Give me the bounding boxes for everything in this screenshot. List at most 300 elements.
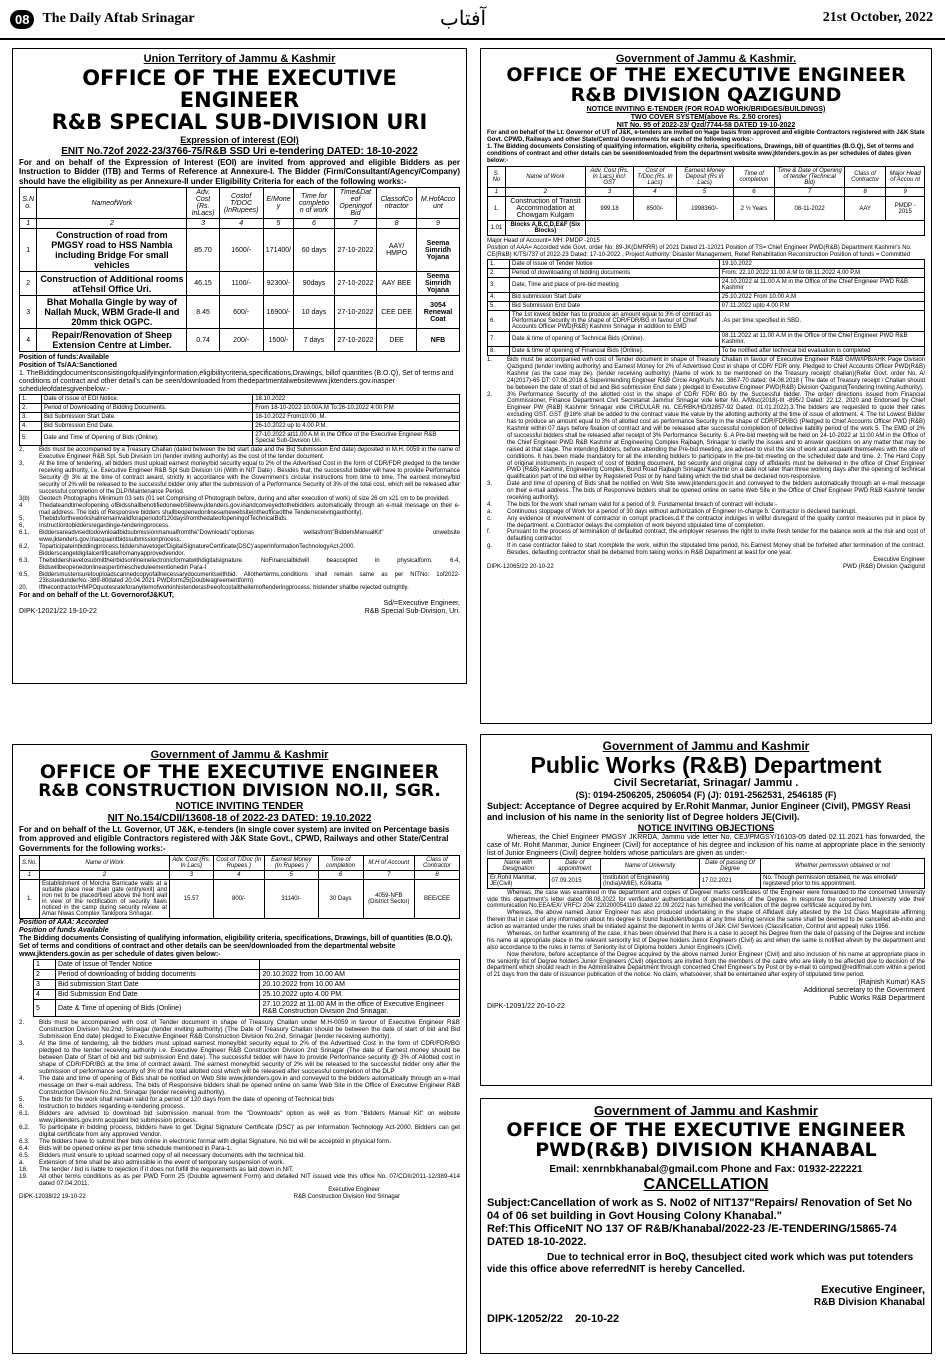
clause-number: 1. <box>487 357 493 364</box>
table-cell: NFB <box>416 329 459 352</box>
table-row <box>488 260 925 269</box>
signatory-office: R&B Special Sub-Division, Uri. <box>364 608 460 616</box>
ad-rnb-construction-sgr <box>12 744 467 1354</box>
table-header-cell: 1 <box>20 871 40 880</box>
table-cell: The 1st lowest bidder has to produce an amount equal to 3% of contract as Performance Security in the shape of CDR/FDR/BG in favour of Chief Accounts Officer PWD(R&B) Kashmir Srinagar in addition to EMD <box>510 311 720 332</box>
table-cell: Date of Issue of EOI Notice. <box>42 395 253 404</box>
table-cell: 0.74 <box>187 329 219 352</box>
table-header-cell: Adv. Cost (Rs. In Lacs) incl: GST <box>585 167 633 188</box>
para-1: 1. The Bidding documents Consisting of qualifying information, eligibility criteria, specifications, Drawings, bill of quantities (B.O.Q), Set of terms and conditions of contract and other details can be seen/downloaded from the department website www.jktenders.gov.in as per schedules of dates given below:- <box>487 143 914 164</box>
table-header-cell: Time for completio n of work <box>294 188 334 219</box>
table-row <box>488 347 925 356</box>
table-cell: 8500/- <box>634 197 676 221</box>
office-subtitle: R&B CONSTRUCTION DIVISION NO.II, SGR. <box>38 780 441 801</box>
dates-table <box>19 394 460 446</box>
intro-text: For and on behalf of the Expression of Interest (EOI) are invited from approved and eligible Bidders as per Instruction to Bidder (ITB) and Terms of Reference at Annexure-I. The Bidder (Firm/Consultant/Agency/Company) should have the eligibility as per Annexure-II under Eligibility Criteria for each of the following works:- <box>19 157 460 186</box>
clause-item <box>19 1138 460 1145</box>
clause-item <box>19 523 460 530</box>
table-header-cell: Costof T/DOC (InRupees) <box>219 188 263 219</box>
clause-number: 19. <box>19 1173 28 1181</box>
clause-text: Thebiddershavetosubmittheirbidsonlineinelectronicformatwithdigitalsignature. NoFinancialbidwill beaccepted in physicalform. 6.4, Bidswillbeopenedonlineaspertimescheduleementionedin Para-I <box>39 557 460 571</box>
works-table <box>487 166 925 236</box>
table-header-cell: 2 <box>37 219 187 229</box>
clause-item <box>19 530 460 544</box>
table-cell: Er.Rohit Manmar, JE(Civil) <box>488 873 550 888</box>
clause-item <box>19 1110 460 1124</box>
table-cell: 17.02.2021 <box>699 873 760 888</box>
clause-number: 6.1, <box>19 530 30 537</box>
paper-name: The Daily Aftab Srinagar <box>42 11 195 26</box>
table-header-cell: Time of completion <box>318 856 363 871</box>
signatory: Executive Engineer, <box>821 1283 925 1296</box>
table-cell: 92300/- <box>263 272 294 296</box>
signatory: Executive Engineer <box>328 1187 380 1194</box>
table-row <box>488 873 925 888</box>
table-cell: 1100/- <box>219 272 263 296</box>
table-header-cell: Class of Contractor <box>844 167 885 188</box>
table-cell: Bhat Mohalla Gingle by way of Nallah Muck, WBM Grade-II and 20mm thick OGPC. <box>37 296 187 329</box>
table-cell: 1. <box>20 880 40 919</box>
signatory: Sd/=Executive Engineer, <box>383 600 460 608</box>
table-cell: No. Though permission obtained, he was enrolled/ registered prior to his appointment. <box>761 873 925 888</box>
table-cell: 8.45 <box>187 296 219 329</box>
table-cell: Establishment of Morcha Barricade walls at a suitable place near main gate (entry/exit) and iron net to be placed/fixed above the front wall in view of the rectification of security flaws noticed in the camp during security review at Amar Niwas Complex Tankipora Srinagar. <box>40 880 170 919</box>
table-cell: 16900/- <box>263 296 294 329</box>
table-cell: 26-10.2022 up to 4.00 P.M. <box>253 422 460 431</box>
table-cell: 20.10.2022 from 10.00 AM <box>260 970 460 980</box>
table-header-cell: Earnest Money (In Rupees ) <box>265 856 318 871</box>
table-cell: 15.57 <box>170 880 214 919</box>
intro-text: For and on behalf of the Lt. Governor, UT J&K, e-tenders (in single cover system) are invited on Percentage basis from approved and eligible Contractors registered with J&K State Govt., CPWD, Railways and other State/Central Governments for the following works:- <box>19 824 450 853</box>
clause-item <box>19 1096 460 1103</box>
table-header-cell: Cost of T/Doc (In Rupees ) <box>213 856 265 871</box>
table-row <box>20 404 460 413</box>
clause-item <box>19 1019 460 1040</box>
table-cell: 5 <box>34 1000 56 1017</box>
table-header-cell: 8 <box>415 871 460 880</box>
table-cell: 1600/- <box>219 229 263 272</box>
table-header-cell: Name with Designation <box>488 858 550 873</box>
table-header-cell: Time of completion <box>733 167 775 188</box>
clause-text: Instruction to bidders regarding e-tendering process. <box>39 1103 185 1111</box>
clause-item <box>487 481 925 502</box>
table-cell: Date, Time and place of pre-bid meeting <box>510 278 720 293</box>
table-row <box>488 269 925 278</box>
clause-text: The bidders have to submit their bids online in electronic format with digital Signature. No bid will be accepted in physical form. <box>39 1138 392 1146</box>
table-cell: 1. <box>488 260 510 269</box>
para-1: Whereas, the Chief Engineer PMGSY JKRRDA, Jammu vide letter No. CEJ/PMGSY/16103-05 dated 02.11.2021 has forwarded, the case of Mr. Rohit Manmar, Junior Engineer (Civil) for acceptance of his degree and inclusion of his name at appropriate place in the seniority list of Junior Engineers (Civil) degree holders whose particulars are given as under:- <box>487 833 925 857</box>
notice-heading: NOTICE INVITING TENDER <box>175 800 304 812</box>
clause-item <box>487 529 925 543</box>
clause-item <box>19 1159 460 1166</box>
table-cell <box>585 221 924 236</box>
para-2: Whereas, the case was examined in the department and copies of Degree/ marks certificates of the Engineer were forwarded to the concerned University vide this department's letter dated 08.08.2022 for verification/ authentication of genuineness of the Degree. In response the concerned University vide their communication No.EEA/EX/ VRFC/ 204/ 220200054110 dated 22.09.2022 has furnished the verification of the degree certificate acquired by him. <box>487 889 925 910</box>
table-cell: 46.15 <box>187 272 219 296</box>
clause-text: To participate in bidding process, bidders have to get 'Digital Signature Certificate (DSC)' as per Information Technology Act-2000. Bidders can get digital certificate from any approved Vendor. <box>39 1124 460 1139</box>
office-title: OFFICE OF THE EXECUTIVE ENGINEER <box>506 64 906 86</box>
table-header-cell: 3 <box>585 188 633 197</box>
table-header-cell: 4 <box>634 188 676 197</box>
table-header-cell: 1 <box>488 188 506 197</box>
table-header-cell: Name of Work <box>40 856 170 871</box>
table-header-cell: M.HofAcco unt <box>416 188 459 219</box>
table-cell: 19.10.2022 <box>719 260 924 269</box>
table-cell: Construction of Transit Accommodation at Chowgam Kulgam <box>505 197 585 221</box>
clause-text: Thebidsfortheworkshallremainvalidforaperiodof120daysfromthedateofopeningofTechnicalBids. <box>39 516 288 523</box>
dipk-number: DIPK-12038/22 19-10-22 <box>19 1194 86 1201</box>
table-cell: 8. <box>488 347 510 356</box>
funds-position: Position of funds:Available <box>19 354 109 362</box>
gov-heading: Government of Jammu and Kashmir <box>594 1103 818 1118</box>
clause-item <box>19 516 460 523</box>
table-header-cell: Date of passing Of Degree <box>699 858 760 873</box>
table-cell: Institution of Engineering (India)AMIE), Kolkatta <box>601 873 700 888</box>
clause-number: 5, <box>19 516 25 523</box>
table-cell: Bid Submission End Date <box>56 990 260 1000</box>
office-subtitle: PWD(R&B) DIVISION KHANABAL <box>535 1138 877 1161</box>
table-header-cell: 7 <box>334 219 377 229</box>
table-header-cell: 7 <box>363 871 414 880</box>
clause-item <box>19 1145 460 1152</box>
table-cell: 3. <box>20 413 42 422</box>
table-cell: Date and Time of Opening of Bids (Online). <box>42 431 253 446</box>
clause-text: Bids must be accompanied with cost of Tender document in shape of Treasury Challan in favour of Executive Engineer R&B GMW/IPB/AHK Page Division Qazigund (tender inviting authority) and Earnest Money for 2% of Advertised Cost in shape of CDR/ FDR only. Pledged to Chief Accounts Officer PWD(R&B) Kashmir (as the case may be). (tender receiving authority) (Name of work to be mentioned on the Treasury receipt/ challan)(Refer Govt. order No. A/ 24(2017)-65 DT: 07.06.2018 & Superintending Engineer R&B Circle Ang/Kul's No. 3867-70 dated: 04.08.2018 ( The date of Treasury receipt / Challan should be between the date of start of bid and Bid submission End date ) pledged to Executive Engineer PWD(R&B) Division Qazigund(Tendering Inviting Authority). <box>507 357 925 391</box>
notice-heading: NOTICE INVITING E-TENDER (FOR ROAD WORK/BRIDGES/BUILDINGS) <box>586 105 826 113</box>
table-cell: Bid submission Start Date <box>510 293 720 302</box>
clause-number: f. <box>487 529 491 536</box>
table-cell: 999.18 <box>585 197 633 221</box>
enit-number: ENIT No.72of 2022-23/3766-75/R&B SSD Uri e-tendering DATED: 18-10-2022 <box>61 145 418 157</box>
clause-number: 3(b) <box>19 495 30 502</box>
table-header-cell: Name of University <box>601 858 700 873</box>
aaa-position: Position of AAA: Accorded <box>19 919 109 927</box>
table-row <box>20 329 460 352</box>
table-cell: 07.11.2022 upto 4.00 P.M <box>719 302 924 311</box>
clause-number: 6.3, <box>19 557 30 564</box>
clause-text: Geotech Photographs Minimum 03 sets (01 set Comprising of Photograph before, during and after execution of work) of size 26 cm x21 cm to be provided. <box>39 495 450 502</box>
table-cell: AAY <box>844 197 885 221</box>
table-header-cell: 3 <box>170 871 214 880</box>
para-3: Whereas, the above named Junior Engineer has also produced undertaking in the shape of Affidavit duly attested by the 1st Class Magistrate affirming therein that in case of any information about his degree is found fraudulent/bogus at any time during service the same shall be deemed to be cancelled ab-initio and action as warranted under the rules shall be initiated against the deponent in terms of J&K Civil Services (Classification, Control and appeal) rules 1956. <box>487 910 925 931</box>
clause-number: 6.4. <box>19 1145 30 1153</box>
table-header-cell: Cost of T/Doc.(Rs. In Lacs) <box>634 167 676 188</box>
clause-text: Biddersmustensuretouploadscannedcopyofallnecessarydocumentswithbid. Allotherterms,conditions shall remain same as per NITNo: 1of2022-23issuedunderNo:-389-80dated 20.04.2021 PWDform25(Doubleagreementform) <box>39 571 460 585</box>
eoi-heading: Expression of interest (EOI) <box>180 135 299 146</box>
table-cell: 60 days <box>294 229 334 272</box>
table-header-cell: 6 <box>294 219 334 229</box>
clause-text: Bidders must ensure to upload scanned copy of all necessary documents with the technical bid. <box>39 1152 306 1160</box>
page-number: 08 <box>10 10 34 29</box>
table-header-cell: Adv. Cost (Rs. In Lacs) <box>170 856 214 871</box>
cover-system: TWO COVER SYSTEM(above Rs. 2.50 crores) <box>630 113 782 121</box>
table-header-cell: 2 <box>505 188 585 197</box>
table-cell: AAY BEE <box>377 272 417 296</box>
table-header-cell: Time&Dat eof Openingof Bid <box>334 188 377 219</box>
clause-number: 6.3. <box>19 1138 30 1146</box>
table-header-cell: NameofWork <box>37 188 187 219</box>
table-header-cell: 7 <box>775 188 845 197</box>
behalf-text: For and on behalf of the Lt. GovernorofJ&KUT, <box>19 592 174 600</box>
works-table <box>19 187 460 352</box>
table-cell: Bid Submission End Date. <box>42 422 253 431</box>
para-1: The Bidding documents Consisting of qualifying information, eligibility criteria, specifications, Drawings, bill of quantities (B.O.Q), Set of terms and conditions of contract and other details can be seen/downloaded from the departmental website www.jktenders.gov.in as per schedule of dates given below:- <box>19 935 453 959</box>
table-header-cell: Name of Work <box>505 167 585 188</box>
clause-text: Instructiontobiddersregardinge-tenderingprocess. <box>39 523 170 530</box>
clause-item <box>19 558 460 572</box>
clause-number: 6. <box>19 1103 25 1111</box>
table-cell: 25.10.2022 From 10.00 A.M <box>719 293 924 302</box>
table-header-cell: 4 <box>213 871 265 880</box>
clause-text: At the time of tendering, all the bidders must upload earnest money/bid security equal to 2% of the Advertised Cost in the form of CDR/FDR/BG pledged to the tender receiving authority i.e. Executive Engineer R&B Construction Division 2nd Srinagar (The date of Earnest money should be between Date of Start of bid and bid submission End date). The successful bidder will have to provide Performance security @ 3% of Allotted cost in shape of CDR/FDR/BG at the time of contract award. The earnest money/bid security of 2% will be released to the successful bidder only after the submission of performance security of 3% of the total allotted cost which will be released after successful completion of the DLP <box>39 1040 460 1076</box>
issue-date: 21st October, 2022 <box>822 10 933 25</box>
gov-heading: Government of Jammu and Kashmir <box>602 739 810 753</box>
clause-item <box>19 447 460 461</box>
table-cell: Period of downloading of bidding documents <box>56 970 260 980</box>
table-cell: 7. <box>488 332 510 347</box>
table-row <box>488 302 925 311</box>
clause-number: 4. <box>19 1075 25 1083</box>
clause-item <box>487 516 925 530</box>
clause-number: 5. <box>19 1096 25 1104</box>
table-cell: BEE/CEE <box>415 880 460 919</box>
clause-number: c. <box>487 515 492 522</box>
body-text: Due to technical error in BoQ, thesubject cited work which was put totenders vide this office above referredNIT is hereby Cancelled. <box>487 1251 914 1275</box>
intro-text: For and on behalf of the Lt. Governor of UT of J&K, e-tenders are invited on %age basis from approved and eligible Contractors registered with J&K State Govt. CPWD, Railways and other State/Central Governments for each of the following works:- <box>487 130 925 143</box>
table-cell: 800/- <box>213 880 265 919</box>
clauses <box>19 1019 460 1187</box>
table-cell: 1998360/- <box>676 197 733 221</box>
ad-rnb-qazigund <box>480 48 932 724</box>
table-cell: 200/- <box>219 329 263 352</box>
table-header-cell: Date of appointment <box>549 858 601 873</box>
ts-position: Position of Ts/AA:Sanctioned <box>19 362 117 370</box>
clause-number: a. <box>487 508 493 515</box>
clause-number: 18. <box>19 1166 28 1174</box>
clause-text: Extension of time shall be also admissible in the event of temporary suspension of work. <box>39 1159 285 1167</box>
table-row <box>20 395 460 404</box>
para-1: 1. TheBiddingdocumentsconsistingofqualifyinginformation,eligibilitycriteria,specifications,Drawings, billof quantities (B.O.Q), Set of terms and conditions of contract and other detail's can be seen/downloaded from thedepartmentalwebsitewww.jktenders.gov.inasper scheduleofdatesgivenbelow:- <box>19 370 454 394</box>
table-cell: 2 ½ Years <box>733 197 775 221</box>
clauses <box>487 357 925 557</box>
table-cell: 3054 Renewal Coat <box>416 296 459 329</box>
clause-item <box>487 392 925 482</box>
clause-number: 20, <box>19 585 28 592</box>
signatory-office: R&B Division Khanabal <box>813 1296 925 1308</box>
signatory-office: PWD (R&B) Division Qazigund <box>842 563 925 570</box>
table-header-cell: 1 <box>20 219 37 229</box>
table-row <box>488 197 925 221</box>
clause-item <box>487 502 925 509</box>
table-cell: 27-10-2022 <box>334 229 377 272</box>
table-header-cell: Class of Contractor <box>415 856 460 871</box>
clause-item <box>19 1040 460 1075</box>
dipk-number: DIPK-12065/22 20-10-22 <box>487 563 554 570</box>
table-header-cell: 5 <box>263 219 294 229</box>
gov-heading: Government of Jammu & Kashmir <box>150 749 329 761</box>
table-cell: DEE <box>377 329 417 352</box>
clause-number: 6, <box>19 523 25 530</box>
clause-item <box>19 585 460 592</box>
nit-number: NIT No.154/CDII/13608-18 of 2022-23 DATED: 19.10.2022 <box>107 812 372 824</box>
table-cell: 4059-NFB (District Sector) <box>363 880 414 919</box>
table-row <box>20 272 460 296</box>
table-cell: 7 days <box>294 329 334 352</box>
signatory-name: (Rajnish Kumar) KAS <box>858 979 925 987</box>
clause-number: 6.5, <box>19 571 30 578</box>
table-cell: 27-10-2022 <box>334 272 377 296</box>
nit-number: NIT No. 95 of 2022-23/ Qzd/7744-58 DATED 19-10-2022 <box>616 121 796 129</box>
table-cell: Period of downloading of bidding documents <box>510 269 720 278</box>
table-cell: 20.10.2022 from 10.00 AM <box>260 980 460 990</box>
table-cell: Blocks A,B,C,D,E&F (Six Blocks) <box>505 221 585 236</box>
table-cell: Construction of Additional rooms atTehsil Office Uri. <box>37 272 187 296</box>
table-header-cell: Earnest Money Deposit (Rs in Lacs) <box>676 167 733 188</box>
table-cell: 1.01 <box>488 221 506 236</box>
gov-heading: Union Territory of Jammu & Kashmir <box>143 53 336 65</box>
clause-number: 6.2. <box>19 1124 30 1132</box>
table-cell: PMDP - 2015 <box>886 197 925 221</box>
gov-heading: Government of Jammu & Kashmir. <box>615 53 797 65</box>
clause-item <box>19 1152 460 1159</box>
table-header-cell: 6 <box>318 871 363 880</box>
notice-heading: NOTICE INVITING OBJECTIONS <box>637 822 775 833</box>
clause-text: Bids must be accompanied with cost of Tender document in shape of Treasury Challan under M.H-0059 in favour of Executive Engineer R&B Construction Division No.2nd, Srinagar (tender inviting authority) (The Date of Treasury Challan should be between the date of start of bid and Bid Submission End date) pledged to Executive Engineer R&B Construction Division No.2nd, Srinagar (tender receiving authority). <box>39 1019 460 1041</box>
table-header-cell: Time & Date of Opening of tender (Technical Bid) <box>775 167 845 188</box>
clause-text: Thedateandtimeofopening ofBidsshallbenotifiedonwebSiteww.jktenders.gov.inandconveyedtothebidders automatically through an e-mail message on their e-mail address. The bids of Responsive bidders shallbeopenedonlinesamewebsiteintheofficeofthe Tenderreceivingauthority). <box>39 502 460 516</box>
table-cell: Date of Issue of Tender Notice <box>510 260 720 269</box>
table-cell: 5. <box>20 431 42 446</box>
table-row <box>20 880 460 919</box>
dipk-date: 20-10-22 <box>575 1312 620 1325</box>
table-cell: 600/- <box>219 296 263 329</box>
table-header-cell: 2 <box>40 871 170 880</box>
dates-table <box>33 959 460 1017</box>
table-cell: AAY/ HMPO <box>377 229 417 272</box>
clause-number: 6.5. <box>19 1152 30 1160</box>
table-row <box>20 422 460 431</box>
clause-item <box>487 357 925 391</box>
table-cell: .As per time specified in SBD. <box>719 311 924 332</box>
clause-item <box>19 1166 460 1173</box>
table-header-cell: 5 <box>676 188 733 197</box>
signatory-office: Public Works R&B Department <box>829 995 925 1003</box>
paper-logo: آفتاب <box>440 6 487 30</box>
degree-table <box>487 858 925 889</box>
table-cell: 5. <box>488 302 510 311</box>
clause-text: At the time of tendering, all bidders must upload earnest money/bid security equal to 2% of the Advertised Cost in the form of CDR/FDR pledged to the tender receiving authority, i.e. Executive Engineer R&B Spl Sub Division Uri (With in NIT Date) . Besides that, the successful bidder will have to provide Performance Security @ 3% at the time of contract award, strictly in accordance with the Government's circular instructions from time to time. The earnest money/bid security of 2% will be released to the successful bidder only after the submission of a Performance Security of 3% of the total cost, which will be released after successful completion of the DLP/Maintenance Period. <box>39 461 460 495</box>
table-cell: 25.10.2022 upto 4.00 PM. <box>260 990 460 1000</box>
table-cell: 30 Days <box>318 880 363 919</box>
table-row <box>34 960 460 970</box>
table-header-cell: Adv. Cost (Rs. InLacs) <box>187 188 219 219</box>
table-row <box>20 296 460 329</box>
table-cell: Bid submission Start Date <box>56 980 260 990</box>
table-row <box>34 1000 460 1017</box>
clause-number: 6.1. <box>19 1110 30 1118</box>
table-cell: 27-10.2022 at11.00 A.M in the Office of the Executive Engineer R&B Special Sub-Division Uri. <box>253 431 460 446</box>
clause-text: If in case contractor failed to start /complete the work, within the stipulated time period, his Earnest Money shall be forfeited after termination of the contract. Besides, defaulting contractor shall be debarred from taking works in R&B Department at least for one year. <box>507 543 925 557</box>
clause-number: 4. <box>487 501 493 508</box>
table-row <box>488 311 925 332</box>
table-header-cell: M.H of Account <box>363 856 414 871</box>
phone-numbers: (S): 0194-2506205, 2506054 (F) (J): 0191-2562531, 2546185 (F) <box>575 790 837 801</box>
clauses <box>19 447 460 592</box>
clause-text: Biddersareadvisedtodownloadbidsubmissionmanualfromthe"Downloads"optionas wellasfrom"BiddersManualKit" onwebsite www.jktenders.gov.inacquaintbidssubmissionprocess. <box>39 530 460 544</box>
clause-text: The date and time of opening of Bids shall be notified on Web Site www.jktenders.gov.in and conveyed to the bidders automatically through an e-mail message on their e-mail address. The bids of Responsive bidders shall be opened online on same Web Site in the Office of Executive Engineer R&B Construction Division No.2nd, Srinagar (tender receiving authority). <box>39 1075 460 1097</box>
signatory-office: R&B Construction Division IInd Srinagar <box>293 1194 400 1201</box>
office-subtitle: R&B DIVISION QAZIGUND <box>570 83 842 106</box>
table-cell: From 18-10-2022 10.00A.M To:26-10.2022 4:00 P.M <box>253 404 460 413</box>
clause-text: Continuous stoppage of Work for a period of 30 days without authorization of Engineer in-charge b. Contractor is declared bankrupt. <box>507 508 857 515</box>
table-cell: Date & time of opening of Financial Bids (Online). <box>510 347 720 356</box>
table-cell: CEE DEE <box>377 296 417 329</box>
table-cell: 27-10-2022 <box>334 296 377 329</box>
aaa-position: Position of AAA= Accorded vide Govt. order No: 89-JK(DMRRR) of 2021 Dated 21-12021 Position of TS= Chief Engineer PWD(R&B) Department Kashmir's No. CE(R&B) K/TS/737 of 2022-23 Dated: 17-10-2022 , Project Authority: Disaster Management, Relief Rehablitation Reconstruction Position of funds = Committed <box>487 245 912 259</box>
table-cell: 07.09.2015 <box>549 873 601 888</box>
table-cell: 27.10.2022 at 11.00 AM in the office of Executive Engineer R&B Construction Division 2nd Srinagar. <box>260 1000 460 1017</box>
table-cell: Date & Time of opening of Bids (Online) <box>56 1000 260 1017</box>
table-cell: 3 <box>34 980 56 990</box>
table-cell: 4. <box>20 422 42 431</box>
table-cell: 1500/- <box>263 329 294 352</box>
table-header-cell: 9 <box>416 219 459 229</box>
table-header-cell: ClassofCo ntractor <box>377 188 417 219</box>
clause-item <box>19 1173 460 1187</box>
table-cell: To be notified after technical bid evaluation is completed <box>719 347 924 356</box>
table-cell: 4 <box>20 329 37 352</box>
clause-text: Bidders are advised to download bid submission manual from the "Downloads" option as well as from "Bidders Manual Kit" on website www.jktenders.gov.inm acquaint bid submission process. <box>39 1110 460 1125</box>
dates-table <box>487 259 925 356</box>
secretariat: Civil Secretariat, Srinagar/ Jammu . <box>613 777 799 790</box>
clause-item <box>19 544 460 558</box>
funds-position: Position of funds Available <box>19 927 109 935</box>
signatory: Executive Engineer <box>873 556 925 563</box>
ad-rnb-uri <box>12 48 467 684</box>
clause-text: Pursuant to the process of termination of defaulted contract, the employer reserves the right to invite fresh tender for the balance work at the risk and cost of defaulting contractor. <box>507 529 925 543</box>
works-table <box>19 855 460 919</box>
department-title: Public Works (R&B) Department <box>530 752 882 778</box>
clause-item <box>19 1103 460 1110</box>
table-row <box>34 980 460 990</box>
clause-text: Toparticipateinbiddingprocess,biddershavetoget'DigitalSignatureCertificate(DSC)'asperInformationTechnologyAct-2000. Bidderscangetdigitalcertificatefromanyapprovedvendor. <box>39 543 356 557</box>
table-row <box>488 332 925 347</box>
table-cell: 4. <box>488 293 510 302</box>
table-cell: Seema Simridh Yojana <box>416 229 459 272</box>
table-cell: Bid Submission Start Date. <box>42 413 253 422</box>
table-cell: 1 <box>34 960 56 970</box>
clause-item <box>19 503 460 517</box>
newspaper-header <box>0 0 945 40</box>
clause-text: All other terms conditions as as per PWD Form 25 (Double agreement Form) and detailed NIT issued vide this office No. 07/CDII/2011-12/389-414 dated 07.04.2011. <box>39 1173 460 1188</box>
table-cell: 3. <box>488 278 510 293</box>
clause-number: 3, <box>19 461 25 468</box>
clause-text: Bids must be accompanied by a Treasury Challan (dated between the bid start date and the Bid Submission End date) deposited in M.H. 0059 in the name of Executive Engineer R&B Spl. Sub Division Uri (tender inviting authority) as the cost of the tender document. <box>39 447 460 461</box>
clause-item <box>19 572 460 586</box>
office-subtitle: R&B SPECIAL SUB-DIVISION URI <box>51 110 428 135</box>
office-title: OFFICE OF THE EXECUTIVE ENGINEER <box>39 761 440 783</box>
clause-number: 6.2, <box>19 543 30 550</box>
clause-text: Any evidence of involvement of contractor in corrupt practices.d.If the contractor indulges in willful disregard of the quality control measures put in place by the department. e.Contractor delays the completion of work beyond stipulated time of completion. <box>507 515 925 529</box>
subject-text: Subject:Cancellation of work as S. No02 of NIT137"Repairs/ Renovation of Set No 04 of 06 set building in Govt Housing Colony Khanabal." <box>487 1196 913 1223</box>
clause-text: Ifthecontractor/HMPOquotesrateforanyitemofworkinhistenderasfreeofcostalltheitemoftenderingprocess, histender shallbe rejected outrightly. <box>39 585 409 592</box>
table-cell: 18-10.2022 From10:00 .M. <box>253 413 460 422</box>
table-header-cell: E/Mone y <box>263 188 294 219</box>
reference-text: Ref:This OfficeNIT NO 137 OF R&B/Khanabal/2022-23 /E-TENDERING/15865-74 DATED 18-10-2022. <box>487 1223 897 1249</box>
table-header-cell: 6 <box>733 188 775 197</box>
table-cell: 4 <box>34 990 56 1000</box>
clause-item <box>19 461 460 495</box>
table-header-cell: S. No <box>488 167 506 188</box>
